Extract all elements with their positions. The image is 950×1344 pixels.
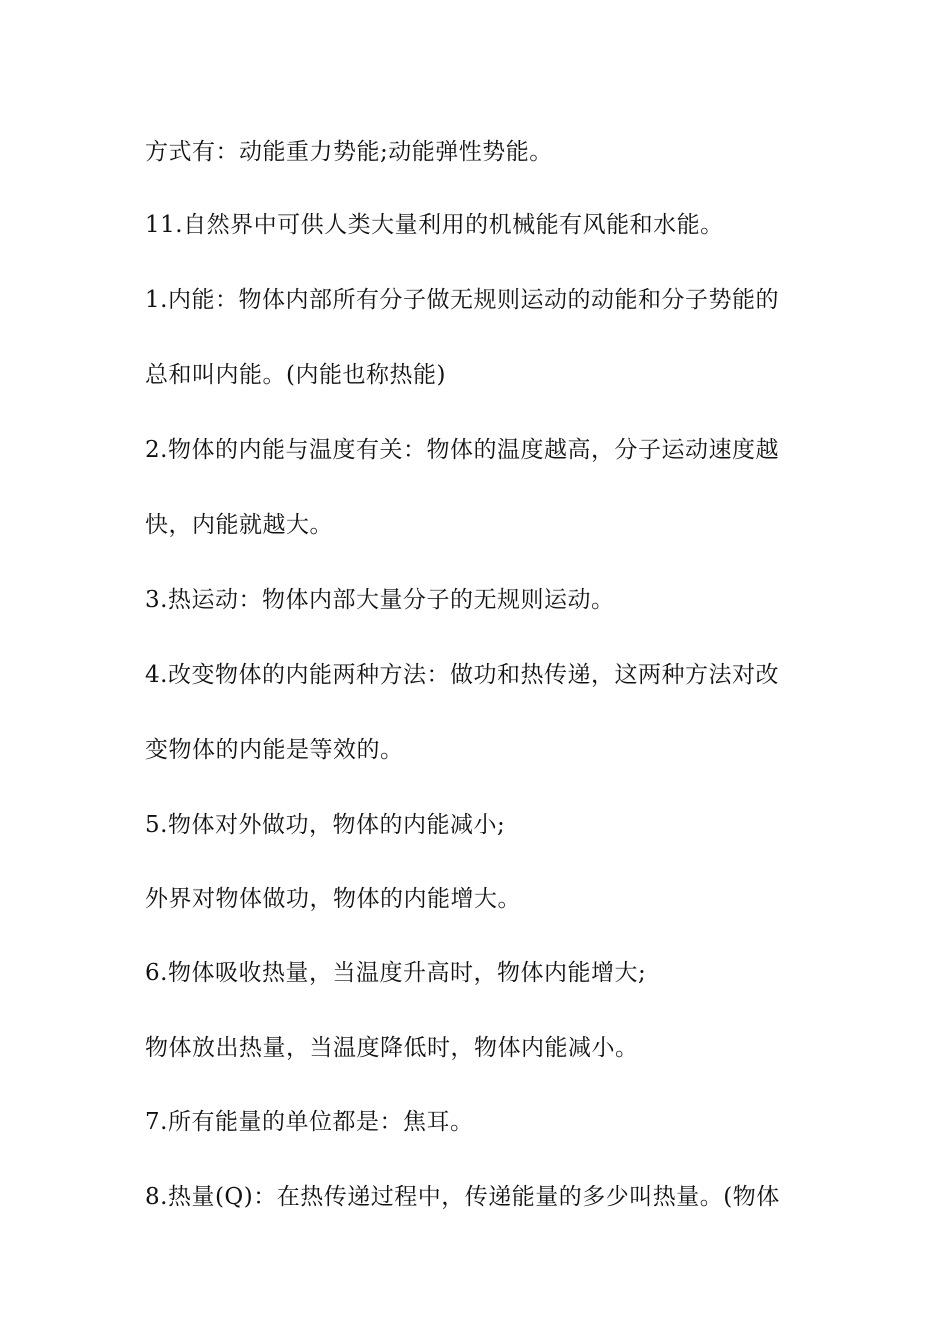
text-line-13: 物体放出热量，当温度降低时，物体内能减小。	[145, 1035, 639, 1061]
text-line-5: 2.物体的内能与温度有关：物体的温度越高，分子运动速度越	[145, 437, 779, 463]
text-line-1: 方式有：动能重力势能;动能弹性势能。	[145, 139, 553, 165]
text-line-2: 11.自然界中可供人类大量利用的机械能有风能和水能。	[145, 212, 724, 238]
text-line-14: 7.所有能量的单位都是：焦耳。	[145, 1109, 474, 1135]
text-line-10: 5.物体对外做功，物体的内能减小;	[145, 812, 506, 838]
text-line-3: 1.内能：物体内部所有分子做无规则运动的动能和分子势能的	[145, 287, 779, 313]
text-line-7: 3.热运动：物体内部大量分子的无规则运动。	[145, 587, 615, 613]
text-line-8: 4.改变物体的内能两种方法：做功和热传递，这两种方法对改	[145, 662, 779, 688]
text-line-15: 8.热量(Q)：在热传递过程中，传递能量的多少叫热量。(物体	[145, 1184, 780, 1210]
text-line-6: 快，内能就越大。	[145, 512, 333, 538]
text-line-11: 外界对物体做功，物体的内能增大。	[145, 886, 521, 912]
text-line-4: 总和叫内能。(内能也称热能)	[145, 362, 446, 388]
text-line-12: 6.物体吸收热量，当温度升高时，物体内能增大;	[145, 960, 647, 986]
text-line-9: 变物体的内能是等效的。	[145, 737, 404, 763]
